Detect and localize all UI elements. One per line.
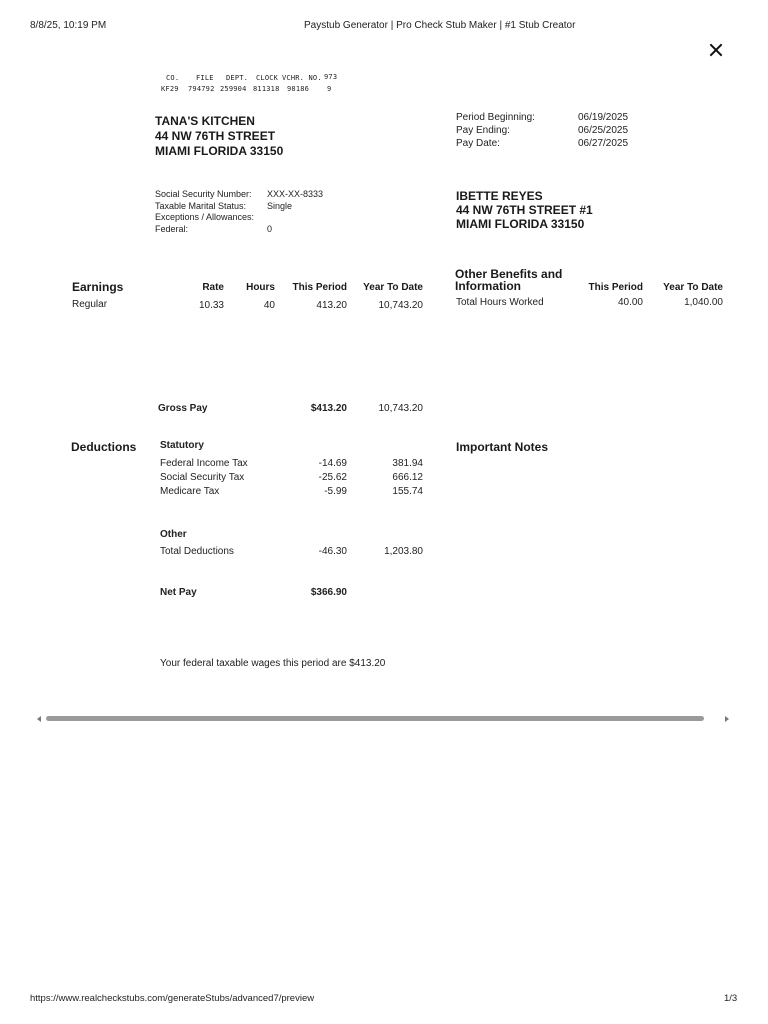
- code-value-number: 9: [327, 85, 332, 93]
- print-datetime: 8/8/25, 10:19 PM: [30, 20, 107, 31]
- important-notes-title: Important Notes: [456, 440, 549, 454]
- federal-value: 0: [267, 224, 273, 234]
- deduction-row-label: Social Security Tax: [160, 472, 245, 483]
- code-label-clock: CLOCK: [256, 74, 279, 82]
- pay-ending-value: 06/25/2025: [578, 125, 629, 136]
- marital-status-value: Single: [267, 201, 293, 211]
- code-label-dept: DEPT.: [226, 74, 249, 82]
- taxable-wages-note: Your federal taxable wages this period are $413.20: [160, 658, 386, 669]
- benefits-title-line2: Information: [455, 279, 521, 293]
- exceptions-label: Exceptions / Allowances:: [155, 212, 255, 222]
- federal-label: Federal:: [155, 224, 189, 234]
- deduction-row-period: -14.69: [318, 458, 347, 469]
- code-label-file: FILE: [196, 74, 214, 82]
- code-value-dept: 259904: [220, 85, 247, 93]
- earnings-title: Earnings: [72, 280, 124, 294]
- deduction-row-ytd: 666.12: [392, 472, 423, 483]
- net-pay-label: Net Pay: [160, 587, 197, 598]
- earnings-row-hours: 40: [263, 300, 275, 311]
- marital-status-label: Taxable Marital Status:: [155, 201, 247, 211]
- earnings-ytd-header: Year To Date: [363, 282, 423, 293]
- gross-pay-label: Gross Pay: [158, 403, 208, 414]
- period-begin-value: 06/19/2025: [578, 112, 629, 123]
- benefits-row-ytd: 1,040.00: [684, 297, 723, 308]
- deduction-row-ytd: 381.94: [392, 458, 423, 469]
- employee-street: 44 NW 76TH STREET #1: [456, 203, 593, 217]
- benefits-period-header: This Period: [588, 282, 643, 293]
- deduction-row-label: Medicare Tax: [160, 486, 220, 497]
- employer-street: 44 NW 76TH STREET: [155, 129, 276, 143]
- code-label-number: 973: [324, 73, 338, 81]
- total-deductions-ytd: 1,203.80: [384, 546, 423, 557]
- benefits-title-line1: Other Benefits and: [455, 267, 563, 281]
- benefits-row-label: Total Hours Worked: [456, 297, 544, 308]
- deduction-row-period: -25.62: [318, 472, 347, 483]
- earnings-row-ytd: 10,743.20: [378, 300, 423, 311]
- deduction-row-ytd: 155.74: [392, 486, 423, 497]
- employer-name: TANA'S KITCHEN: [155, 114, 255, 128]
- employee-name: IBETTE REYES: [456, 189, 543, 203]
- total-deductions-period: -46.30: [318, 546, 347, 557]
- earnings-period-header: This Period: [292, 282, 347, 293]
- code-value-co: KF29: [161, 85, 179, 93]
- pay-date-value: 06/27/2025: [578, 138, 629, 149]
- gross-pay-ytd: 10,743.20: [378, 403, 423, 414]
- earnings-rate-header: Rate: [202, 282, 224, 293]
- ssn-label: Social Security Number:: [155, 189, 252, 199]
- period-begin-label: Period Beginning:: [456, 112, 535, 123]
- code-label-vchr: VCHR. NO.: [282, 74, 322, 82]
- print-page-title: Paystub Generator | Pro Check Stub Maker | #1 Stub Creator: [304, 20, 576, 31]
- employee-city: MIAMI FLORIDA 33150: [456, 217, 585, 231]
- employer-city: MIAMI FLORIDA 33150: [155, 144, 284, 158]
- deductions-title: Deductions: [71, 440, 137, 454]
- earnings-row-rate: 10.33: [198, 300, 224, 311]
- benefits-ytd-header: Year To Date: [663, 282, 723, 293]
- pay-date-label: Pay Date:: [456, 138, 500, 149]
- scroll-left-arrow-icon[interactable]: [37, 716, 41, 722]
- scroll-right-arrow-icon[interactable]: [725, 716, 729, 722]
- gross-pay-period: $413.20: [310, 403, 347, 414]
- statutory-label: Statutory: [160, 440, 204, 451]
- earnings-row-period: 413.20: [316, 300, 347, 311]
- earnings-hours-header: Hours: [246, 282, 275, 293]
- deduction-row-period: -5.99: [324, 486, 347, 497]
- other-deductions-label: Other: [160, 529, 187, 540]
- benefits-row-period: 40.00: [617, 297, 643, 308]
- net-pay-value: $366.90: [310, 587, 347, 598]
- code-value-vchr: 98186: [287, 85, 310, 93]
- code-value-file: 794792: [188, 85, 215, 93]
- pay-ending-label: Pay Ending:: [456, 125, 510, 136]
- code-label-co: CO.: [166, 74, 180, 82]
- horizontal-scrollbar[interactable]: [46, 716, 704, 721]
- close-icon[interactable]: [703, 40, 729, 66]
- total-deductions-label: Total Deductions: [160, 546, 234, 557]
- print-url: https://www.realcheckstubs.com/generateStubs/advanced7/preview: [30, 993, 315, 1004]
- print-page-number: 1/3: [724, 993, 738, 1004]
- ssn-value: XXX-XX-8333: [267, 189, 324, 199]
- deduction-row-label: Federal Income Tax: [160, 458, 248, 469]
- earnings-row-label: Regular: [72, 299, 108, 310]
- code-value-clock: 811318: [253, 85, 280, 93]
